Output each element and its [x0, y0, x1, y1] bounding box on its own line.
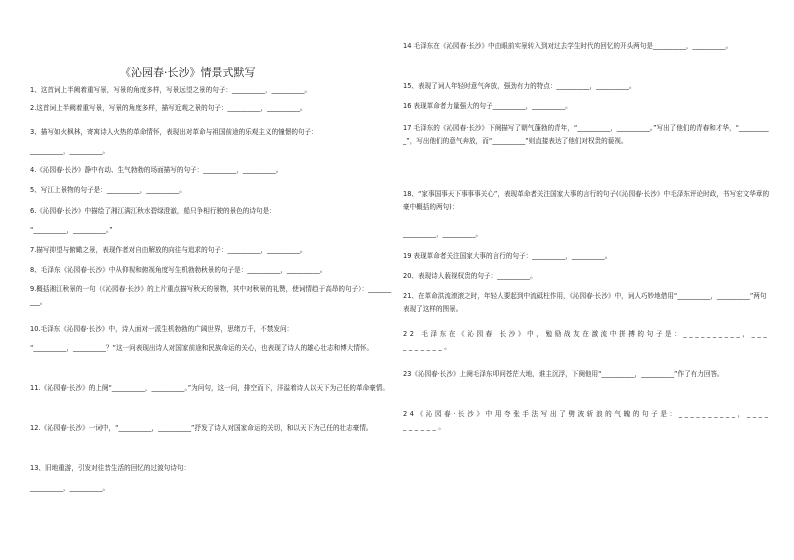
question-2: 2.这首词上半阙着重写景，写景的角度多样，描写近观之景的句子：__________，__________。 [30, 104, 307, 112]
question-24: 24《沁园春·长沙》中用夸张手法写出了劈波斩浪的气魄的句子是：__________，__________。 [403, 410, 771, 431]
question-18: 18、“家事国事天下事事事关心”，表现革命者关注国家大事的言行的句子(《沁园春·长沙》中毛泽东评论时政，书写宏文华章的豪中概括的两句)： [403, 190, 770, 211]
question-13: 13、旧地重游，引发对往昔生活的回忆的过渡句诗句： [30, 464, 191, 472]
question-19: 19 表现革命者关注国家大事的言行的句子：__________，__________。 [403, 252, 612, 260]
question-15: 15、表现了词人年轻时意气奔放，强劲有力的特点：__________，__________。 [403, 82, 636, 90]
question-12: 12.《沁园春·长沙》一词中，“__________，__________”抒发了诗人对国家命运的关切，和以天下为己任的壮志豪情。 [30, 424, 373, 432]
question-17: 17 毛泽东的《沁园春·长沙》下阕描写了朝气蓬勃的青年，“__________，__________。”写出了他们的青春和才华，“__________”，写出他们的意气奔放，而“__________”则直接表达了他们对权贵的藐视。 [403, 124, 769, 145]
question-6-answer: “__________，__________。” [30, 226, 113, 234]
question-11: 11.《沁园春·长沙》的上阕“__________，__________。”为问句，这一问，排空而下，洋溢着诗人以天下为己任的革命豪情。 [30, 384, 389, 392]
question-10-answer: “__________，__________？”这一问表现出诗人对国家前途和民族命运的关心，也表现了诗人的雄心壮志和博大情怀。 [30, 344, 374, 352]
question-3: 3、描写如火枫林，寄寓诗人火热的革命情怀，表现出对革命与祖国前途的乐观主义的憧憬的句子： [30, 128, 318, 136]
question-1: 1、这首词上半阙着重写景，写景的角度多样，写景远望之景的句子：__________，__________。 [30, 86, 312, 94]
question-5: 5、写江上景物的句子是：__________，__________。 [30, 186, 186, 194]
question-14: 14 毛泽东在《沁园春·长沙》中由眼前实景转入到对过去学生时代的回忆的开头两句是__________，__________。 [403, 42, 733, 50]
page-title: 《沁园春·长沙》情景式默写 [120, 66, 256, 79]
question-10: 10.毛泽东《沁园春·长沙》中，诗人面对一派生机勃勃的广阔世界，思绪万千，不禁发问： [30, 325, 294, 333]
question-3-answer: __________，__________。 [30, 147, 110, 155]
question-4: 4.《沁园春·长沙》静中有动、生气勃勃的场面描写的句子：__________，__________。 [30, 166, 283, 174]
question-16: 16 表现革命者力量强大的句子__________，__________。 [403, 102, 572, 110]
question-6: 6.《沁园春·长沙》中描绘了湘江满江秋水碧绿澄澈，船只争相行驶的景色的诗句是： [30, 207, 276, 215]
question-9: 9.概括湘江秋景的一句（《沁园春·长沙》的上片重点描写秋天的景物，其中对秋景的礼赞，使词情趋于高昂的句子）：__________。 [30, 285, 392, 306]
question-20: 20、表现诗人藐视权贵的句子：__________。 [403, 272, 537, 280]
question-7: 7.描写抑望与俯瞰之景，表现作者对自由解放的向往与追求的句子：__________，__________。 [30, 246, 307, 254]
question-23: 23《沁园春·长沙》上阕毛泽东叩问苍茫大地，谁主沉浮，下阕他用“__________，__________”作了有力回答。 [403, 370, 724, 378]
question-18-answer: __________，__________。 [403, 230, 483, 238]
question-22: 22 毛泽东在《沁园春 长沙》中，勉励战友在激流中拼搏的句子是：__________，__________。 [403, 330, 770, 351]
question-8: 8、毛泽东《沁园春·长沙》中从仰视和俯视角度写生机勃勃秋景的句子是：__________，__________。 [30, 266, 327, 274]
question-21: 21、在革命洪流滚滚之时，年轻人要起到中流砥柱作用，《沁园春·长沙》中，词人巧妙地借用“__________，__________”两句表现了这样的图景。 [403, 292, 767, 313]
question-13-answer: __________，__________。 [30, 484, 110, 492]
